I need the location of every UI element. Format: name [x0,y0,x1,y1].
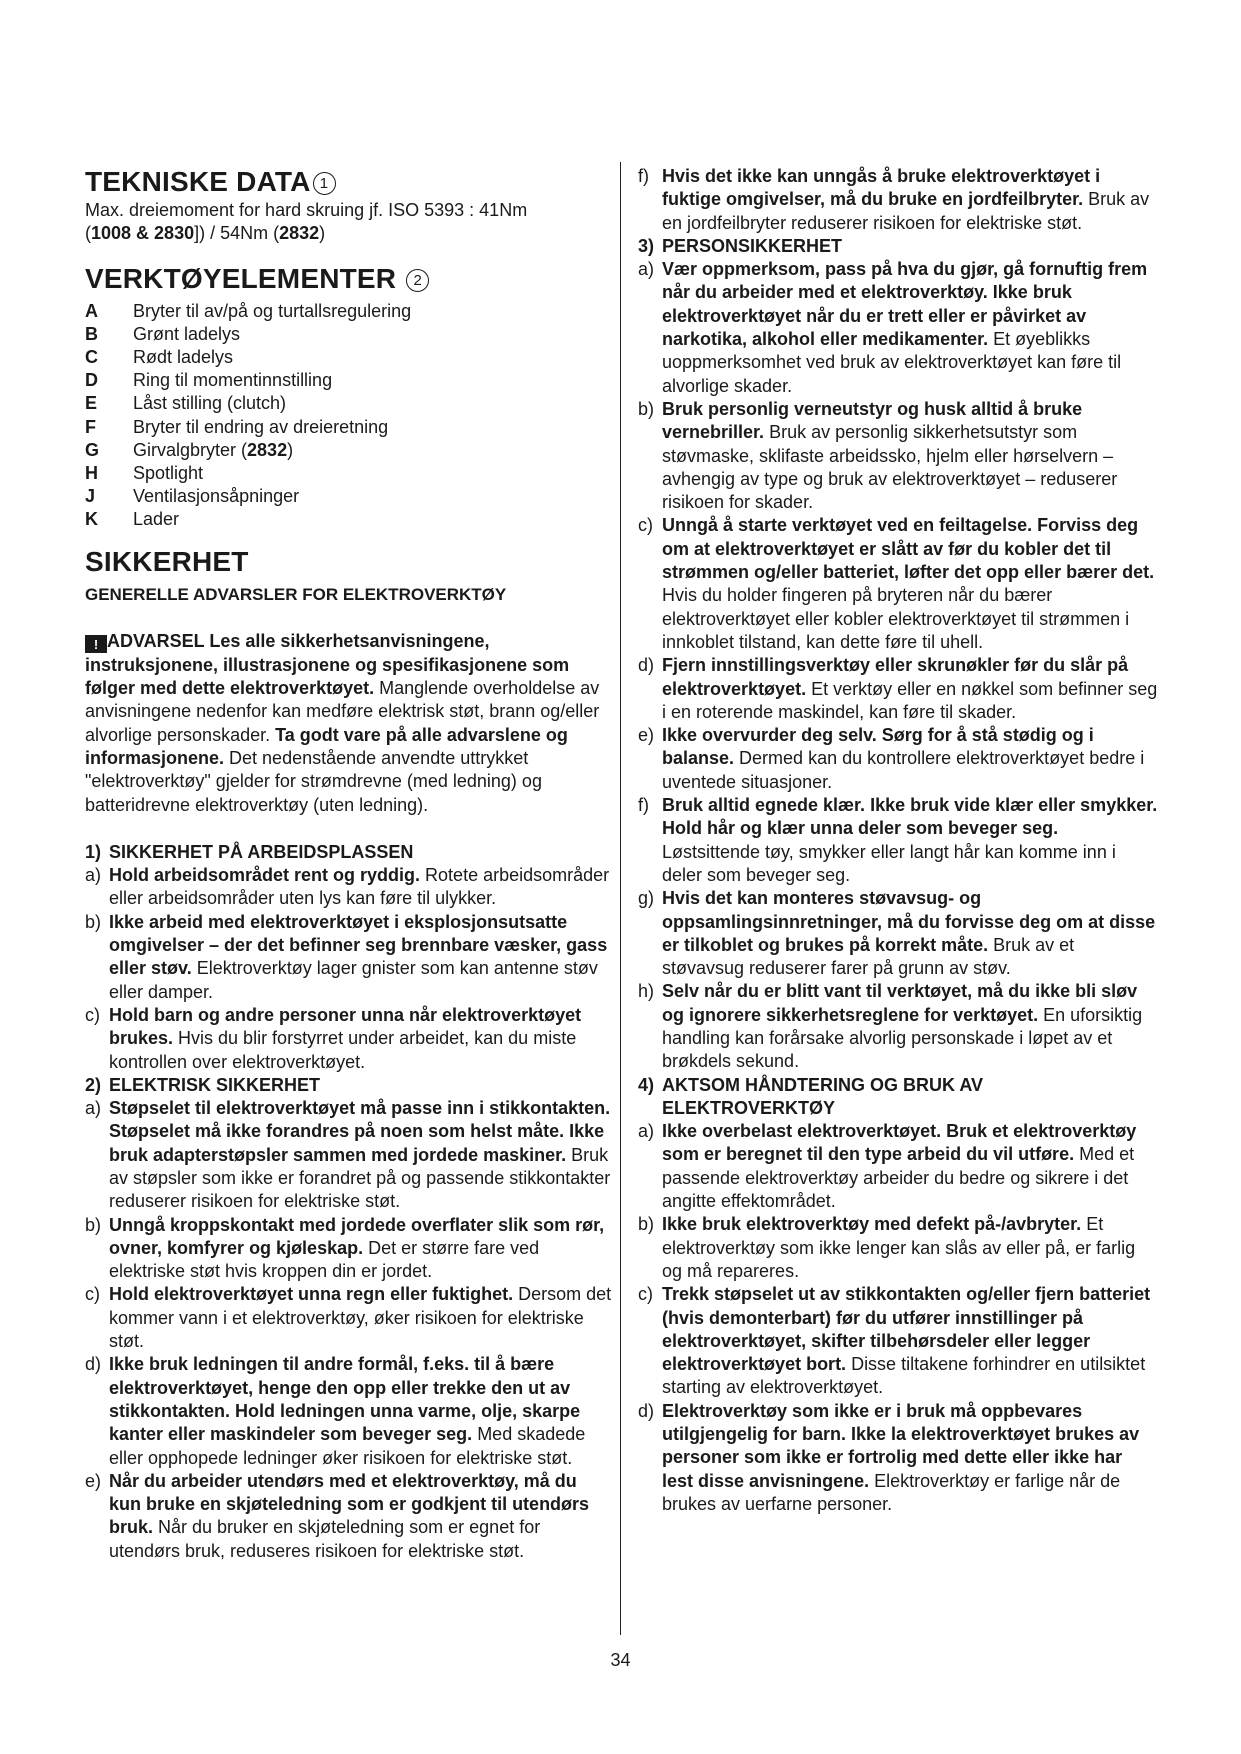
element-row [85,323,613,346]
section-1 [85,841,613,1074]
tekniske-heading: TEKNISKE DATA 1 [85,165,613,199]
sikkerhet-subheading: GENERELLE ADVARSLER FOR ELEKTROVERKTØY [85,585,507,605]
element-text: Ring til momentinnstilling [133,370,333,391]
element-letter: H [85,462,98,483]
item-text: Bruk personlig verneutstyr og husk alltid å bruke vernebriller. Bruk av personlig sikkerhetsutstyr som støvmaske, sklifaste arbeidssko, hjelm eller hørselvern – avhengig av type og bruk av elektroverktøyet – reduserer risikoen for skader. [662,398,1118,513]
element-letter: B [85,323,98,344]
warning-triangle-icon: ! [85,635,107,653]
list-item [638,1400,1158,1516]
list-item [638,1120,1158,1213]
item-marker: c) [638,1284,653,1305]
element-letter: K [85,509,98,530]
list-item [638,258,1158,398]
element-text: Spotlight [133,462,204,483]
list-item [638,165,1158,235]
item-text: Selv når du er blitt vant til verktøyet, må du ikke bli sløv og ignorere sikkerhetsreglene for verktøyet. En uforsiktig handling kan forårsake alvorlig personskade i løpet av et brøkdels sekund. [662,981,1143,1072]
item-text: Vær oppmerksom, pass på hva du gjør, gå fornuftig frem når du arbeider med et elektroverktøy. Ikke bruk elektroverktøyet når du er trett eller er påvirket av narkotika, alkohol eller medikamenter. Et øyeblikks uoppmerksomhet ved bruk av elektroverktøyet kan føre til alvorlige skader. [662,259,1148,396]
item-text: Ikke arbeid med elektroverktøyet i eksplosjonsutsatte omgivelser – der det befinner seg brennbare væsker, gass eller støv. Elektroverktøy lager gnister som kan antenne støv eller damper. [109,911,608,1002]
section-title: 4) AKTSOM HÅNDTERING OG BRUK AV ELEKTROVERKTØY [638,1074,983,1118]
item-marker: c) [638,515,653,536]
item-marker: g) [638,888,655,909]
list-item [85,1470,613,1563]
list-item [85,1004,613,1074]
element-text: Ventilasjonsåpninger [133,486,300,507]
verktoy-heading: VERKTØYELEMENTER 2 [85,262,613,296]
warning-paragraph: ! ADVARSEL Les alle sikkerhetsanvisningene, instruksjonene, illustrasjonene og spesifikasjonene som følger med dette elektroverktøyet. Manglende overholdelse av anvisningene nedenfor kan medføre elektrisk støt, brann og/eller alvorlige personskader. Ta godt vare på alle advarslene og informasjonene. Det nedenstående anvendte uttrykket "elektroverktøy" gjelder for strømdrevne (med ledning) og batteridrevne elektroverktøy (uten ledning). [85,631,600,815]
item-marker: h) [638,981,655,1002]
section-2-continued [638,165,1158,235]
section-title: 3) PERSONSIKKERHET [638,235,843,256]
list-item [85,1214,613,1284]
circled-number-1: 1 [313,172,336,195]
item-marker: a) [638,1121,655,1142]
item-marker: c) [85,1284,100,1305]
list-item [85,1097,613,1213]
list-item [638,1283,1158,1399]
element-row [85,439,613,462]
column-divider [620,162,621,1635]
item-marker: a) [638,259,655,280]
item-text: Ikke bruk ledningen til andre formål, f.eks. til å bære elektroverktøyet, henge den opp eller trekke den ut av stikkontakten. Hold ledningen unna varme, olje, skarpe kanter eller maskindeler som beveger seg. Med skadede eller opphopede ledninger øker risikoen for elektriske støt. [109,1354,586,1468]
item-text: Hvis det ikke kan unngås å bruke elektroverktøyet i fuktige omgivelser, må du bruke en jordfeilbryter. Bruk av en jordfeilbryter reduserer risikoen for elektriske støt. [662,166,1150,233]
circled-number-2: 2 [406,269,429,292]
item-text: Ikke overbelast elektroverktøyet. Bruk et elektroverktøy som er beregnet til den type arbeid du vil utføre. Med et passende elektroverktøy arbeider du bedre og sikrere i det angitte effektområdet. [662,1121,1137,1212]
item-marker: f) [638,795,649,816]
element-letter: D [85,370,98,391]
element-text: Bryter til av/på og turtallsregulering [133,300,412,321]
item-marker: b) [85,911,102,932]
item-text: Når du arbeider utendørs med et elektroverktøy, må du kun bruke en skjøteledning som er godkjent til utendørs bruk. Når du bruker en skjøteledning som er egnet for utendørs bruk, reduseres risikoen for elektriske støt. [109,1470,590,1561]
list-item [638,398,1158,514]
element-letter: G [85,439,100,460]
section-title: 2) ELEKTRISK SIKKERHET [85,1074,321,1095]
element-text: Grønt ladelys [133,323,241,344]
item-marker: b) [85,1214,102,1235]
item-text: Unngå å starte verktøyet ved en feiltagelse. Forviss deg om at elektroverktøyet er slått av før du kobler det til strømmen og/eller batteriet, løfter det opp eller bærer det. Hvis du holder fingeren på bryteren når du bærer elektroverktøyet eller kobler elektroverktøyet til strømmen i innkoblet tilstand, kan dette føre til uhell. [662,515,1155,652]
item-marker: d) [638,1400,655,1421]
element-row [85,346,613,369]
element-row [85,462,613,485]
element-row [85,416,613,439]
element-row [85,300,613,323]
element-text: Bryter til endring av dreieretning [133,416,389,437]
item-text: Unngå kroppskontakt med jordede overflater slik som rør, ovner, komfyrer og kjøleskap. Det er større fare ved elektriske støt hvis kroppen din er jordet. [109,1214,605,1282]
element-row [85,369,613,392]
item-marker: f) [638,166,649,186]
element-text: Girvalgbryter (2832) [133,439,294,460]
item-text: Hold barn og andre personer unna når elektroverktøyet brukes. Hvis du blir forstyrret under arbeidet, kan du miste kontrollen over elektroverktøyet. [109,1004,582,1072]
item-marker: c) [85,1004,100,1025]
item-marker: d) [638,655,655,676]
tekniske-line2: (1008 & 2830]) / 54Nm (2832) [85,223,326,244]
item-text: Hold arbeidsområdet rent og ryddig. Rotete arbeidsområder eller arbeidsområder uten lys kan føre til ulykker. [109,865,610,909]
right-column [638,165,1158,1516]
item-text: Støpselet til elektroverktøyet må passe inn i stikkontakten. Støpselet må ikke forandres på noen som helst måte. Ikke bruk adapterstøpsler sammen med jordede maskiner. Bruk av støpsler som ikke er forandret på og passende stikkontakter reduserer risikoen for elektriske støt. [109,1098,611,1212]
element-text: Lader [133,509,180,530]
list-item [638,724,1158,794]
element-row [85,392,613,415]
section-4 [638,1074,1158,1517]
element-letter: E [85,393,98,414]
item-text: Elektroverktøy som ikke er i bruk må oppbevares utilgjengelig for barn. Ikke la elektroverktøyet brukes av personer som ikke er fortrolig med dette eller ikke har lest disse anvisningene. Elektroverktøy er farlige når de brukes av uerfarne personer. [662,1400,1140,1514]
list-item [638,980,1158,1073]
list-item [638,654,1158,724]
item-marker: b) [638,398,655,419]
list-item [638,887,1158,980]
item-marker: d) [85,1354,102,1375]
element-letter: A [85,300,98,321]
list-item [85,1283,613,1353]
element-row [85,508,613,531]
element-row [85,485,613,508]
list-item [85,911,613,1004]
item-text: Ikke overvurder deg selv. Sørg for å stå stødig og i balanse. Dermed kan du kontrollere elektroverktøyet bedre i uventede situasjoner. [662,725,1145,792]
page-number: 34 [610,1650,631,1670]
item-marker: e) [85,1470,102,1491]
element-letter: C [85,346,98,367]
item-text: Bruk alltid egnede klær. Ikke bruk vide klær eller smykker. Hold hår og klær unna deler som beveger seg. Løstsittende tøy, smykker eller langt hår kan komme inn i deler som beveger seg. [662,795,1158,885]
item-text: Hold elektroverktøyet unna regn eller fuktighet. Dersom det kommer vann i et elektroverktøy, øker risikoen for elektriske støt. [109,1284,612,1352]
item-text: Fjern innstillingsverktøy eller skrunøkler før du slår på elektroverktøyet. Et verktøy eller en nøkkel som befinner seg i en roterende maskindel, kan føre til skader. [662,655,1158,722]
element-letter: J [85,486,96,507]
left-column [85,165,613,1563]
element-list [85,300,613,532]
list-item [85,864,613,911]
tekniske-line1: Max. dreiemoment for hard skruing jf. ISO 5393 : 41Nm [85,200,528,220]
element-text: Låst stilling (clutch) [133,393,287,414]
item-marker: e) [638,725,655,746]
list-item [638,794,1158,887]
list-item [85,1353,613,1469]
list-item [638,514,1158,654]
sikkerhet-heading: SIKKERHET [85,546,249,578]
item-marker: b) [638,1214,655,1235]
item-text: Trekk støpselet ut av stikkontakten og/eller fjern batteriet (hvis demonterbart) før du utfører innstillinger på elektroverktøyet, skifter tilbehørsdeler eller legger elektroverktøyet bort. Disse tiltakene forhindrer en utilsiktet starting av elektroverktøyet. [662,1284,1151,1398]
element-letter: F [85,416,96,437]
item-marker: a) [85,1098,102,1119]
list-item [638,1213,1158,1283]
item-text: Hvis det kan monteres støvavsug- og oppsamlingsinnretninger, må du forvisse deg om at disse er tilkoblet og brukes på korrekt måte. Bruk av et støvavsug reduserer farer på grunn av støv. [662,888,1156,979]
item-text: Ikke bruk elektroverktøy med defekt på-/avbryter. Et elektroverktøy som ikke lenger kan slås av eller på, er farlig og må repareres. [662,1214,1136,1281]
section-2 [85,1074,613,1563]
section-title: 1) SIKKERHET PÅ ARBEIDSPLASSEN [85,841,414,862]
section-3 [638,235,1158,1074]
element-text: Rødt ladelys [133,346,234,367]
item-marker: a) [85,865,102,886]
